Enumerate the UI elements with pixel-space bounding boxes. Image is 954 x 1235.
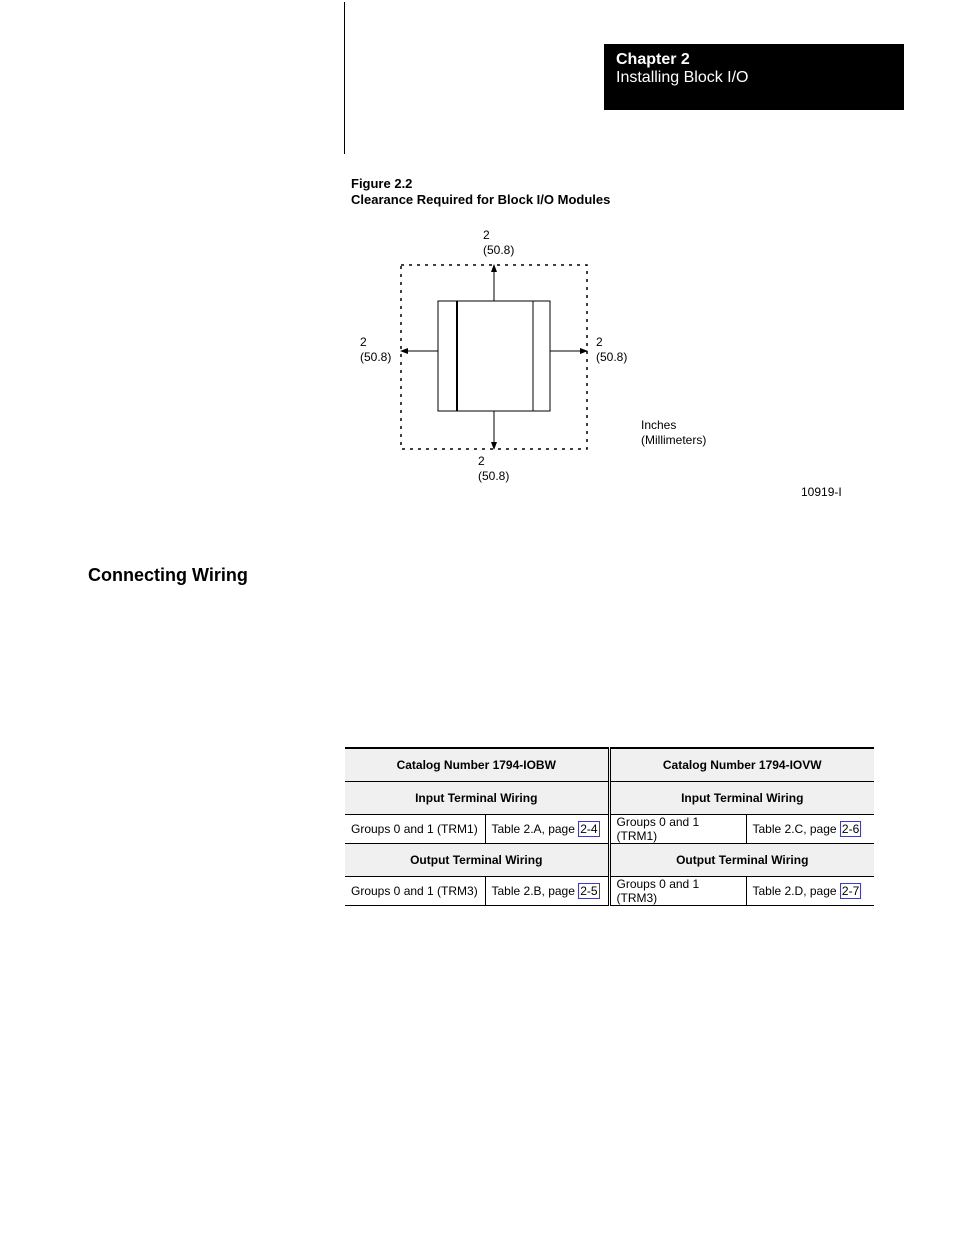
chapter-title: Installing Block I/O <box>616 69 749 86</box>
figure-caption <box>351 176 610 208</box>
output-heading-right: Output Terminal Wiring <box>609 844 874 877</box>
input-heading-left: Input Terminal Wiring <box>345 782 609 815</box>
catalog-header-left: Catalog Number 1794-IOBW <box>345 748 609 782</box>
right-clearance-label: 2 (50.8) <box>596 335 628 364</box>
page-link[interactable]: 2-7 <box>841 884 860 898</box>
figure-number: Figure 2.2 <box>351 176 413 191</box>
clearance-boundary <box>401 265 587 449</box>
table-row <box>345 815 874 844</box>
figure-title: Clearance Required for Block I/O Modules <box>351 192 611 207</box>
page-link[interactable]: 2-5 <box>580 884 598 898</box>
units-legend: Inches (Millimeters) <box>641 418 707 447</box>
output-group-right: Groups 0 and 1 (TRM3) <box>609 877 746 906</box>
input-ref-left: Table 2.A, page 2-4 <box>485 815 609 844</box>
output-ref-right: Table 2.D, page 2-7 <box>746 877 874 906</box>
input-ref-right: Table 2.C, page 2-6 <box>746 815 874 844</box>
top-clearance-label: 2 (50.8) <box>483 228 515 257</box>
output-ref-left: Table 2.B, page 2-5 <box>485 877 609 906</box>
figure-id: 10919-I <box>801 485 842 499</box>
wiring-reference-table <box>345 747 874 906</box>
chapter-header <box>604 44 904 110</box>
table-row <box>345 748 874 782</box>
table-row <box>345 844 874 877</box>
input-group-right: Groups 0 and 1 (TRM1) <box>609 815 746 844</box>
page-link[interactable]: 2-6 <box>841 822 860 836</box>
output-heading-left: Output Terminal Wiring <box>345 844 609 877</box>
table-row <box>345 782 874 815</box>
margin-rule <box>344 2 345 154</box>
bottom-clearance-label: 2 (50.8) <box>478 454 510 483</box>
page-link[interactable]: 2-4 <box>580 822 598 836</box>
table-row <box>345 877 874 906</box>
input-heading-right: Input Terminal Wiring <box>609 782 874 815</box>
catalog-header-right: Catalog Number 1794-IOVW <box>609 748 874 782</box>
output-group-left: Groups 0 and 1 (TRM3) <box>345 877 485 906</box>
chapter-label: Chapter 2 <box>616 51 690 68</box>
input-group-left: Groups 0 and 1 (TRM1) <box>345 815 485 844</box>
left-clearance-label: 2 (50.8) <box>360 335 392 364</box>
section-heading: Connecting Wiring <box>88 565 248 585</box>
module-body <box>438 301 550 411</box>
